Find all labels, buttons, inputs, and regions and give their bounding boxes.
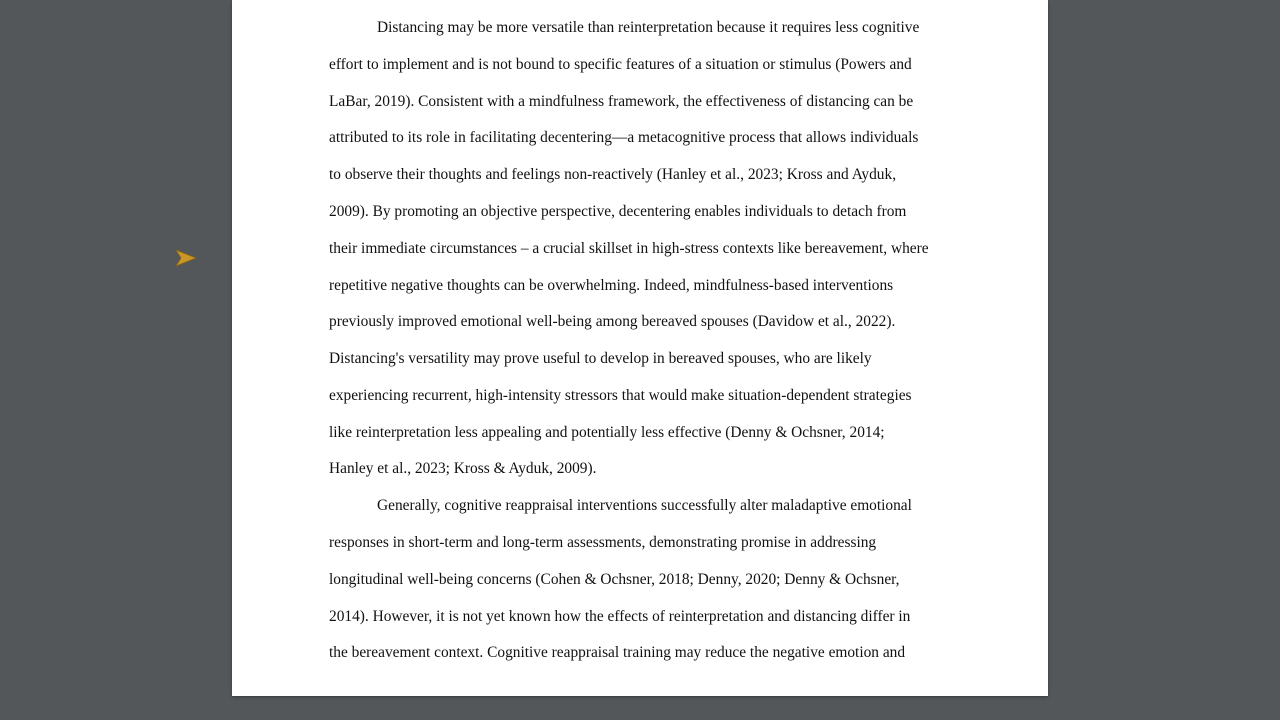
paragraph-2-line-5: the bereavement context. Cognitive reappraisal training may reduce the negative emotion and	[329, 644, 906, 661]
paragraph-2-line-1: Generally, cognitive reappraisal interventions successfully alter maladaptive emotional	[377, 497, 912, 514]
paragraph-1-line-7: their immediate circumstances – a crucial skillset in high-stress contexts like bereavement, where	[329, 240, 929, 257]
paragraph-1-line-3: LaBar, 2019). Consistent with a mindfulness framework, the effectiveness of distancing can be	[329, 93, 914, 110]
paragraph-1-line-4: attributed to its role in facilitating decentering—a metacognitive process that allows individuals	[329, 129, 919, 146]
paragraph-1-line-11: experiencing recurrent, high-intensity stressors that would make situation-dependent strategies	[329, 387, 912, 404]
document-page	[232, 0, 1048, 696]
paragraph-2-line-4: 2014). However, it is not yet known how the effects of reinterpretation and distancing differ in	[329, 608, 911, 625]
paragraph-2-line-3: longitudinal well-being concerns (Cohen & Ochsner, 2018; Denny, 2020; Denny & Ochsner,	[329, 571, 900, 588]
paragraph-1-line-5: to observe their thoughts and feelings non-reactively (Hanley et al., 2023; Kross and Ayduk,	[329, 166, 897, 183]
paragraph-1-line-6: 2009). By promoting an objective perspective, decentering enables individuals to detach from	[329, 203, 907, 220]
paragraph-1-line-8: repetitive negative thoughts can be overwhelming. Indeed, mindfulness-based interventions	[329, 277, 894, 294]
paragraph-1-line-2: effort to implement and is not bound to specific features of a situation or stimulus (Powers and	[329, 56, 912, 73]
paragraph-1-line-13: Hanley et al., 2023; Kross & Ayduk, 2009).	[329, 460, 597, 477]
paragraph-1-line-12: like reinterpretation less appealing and potentially less effective (Denny & Ochsner, 2014;	[329, 424, 885, 441]
paragraph-2-line-2: responses in short-term and long-term assessments, demonstrating promise in addressing	[329, 534, 877, 551]
paragraph-1-line-1: Distancing may be more versatile than reinterpretation because it requires less cognitive	[377, 19, 920, 36]
pointer-arrow-icon	[174, 246, 198, 270]
paragraph-1-line-10: Distancing's versatility may prove useful to develop in bereaved spouses, who are likely	[329, 350, 872, 367]
paragraph-1-line-9: previously improved emotional well-being among bereaved spouses (Davidow et al., 2022).	[329, 313, 896, 330]
